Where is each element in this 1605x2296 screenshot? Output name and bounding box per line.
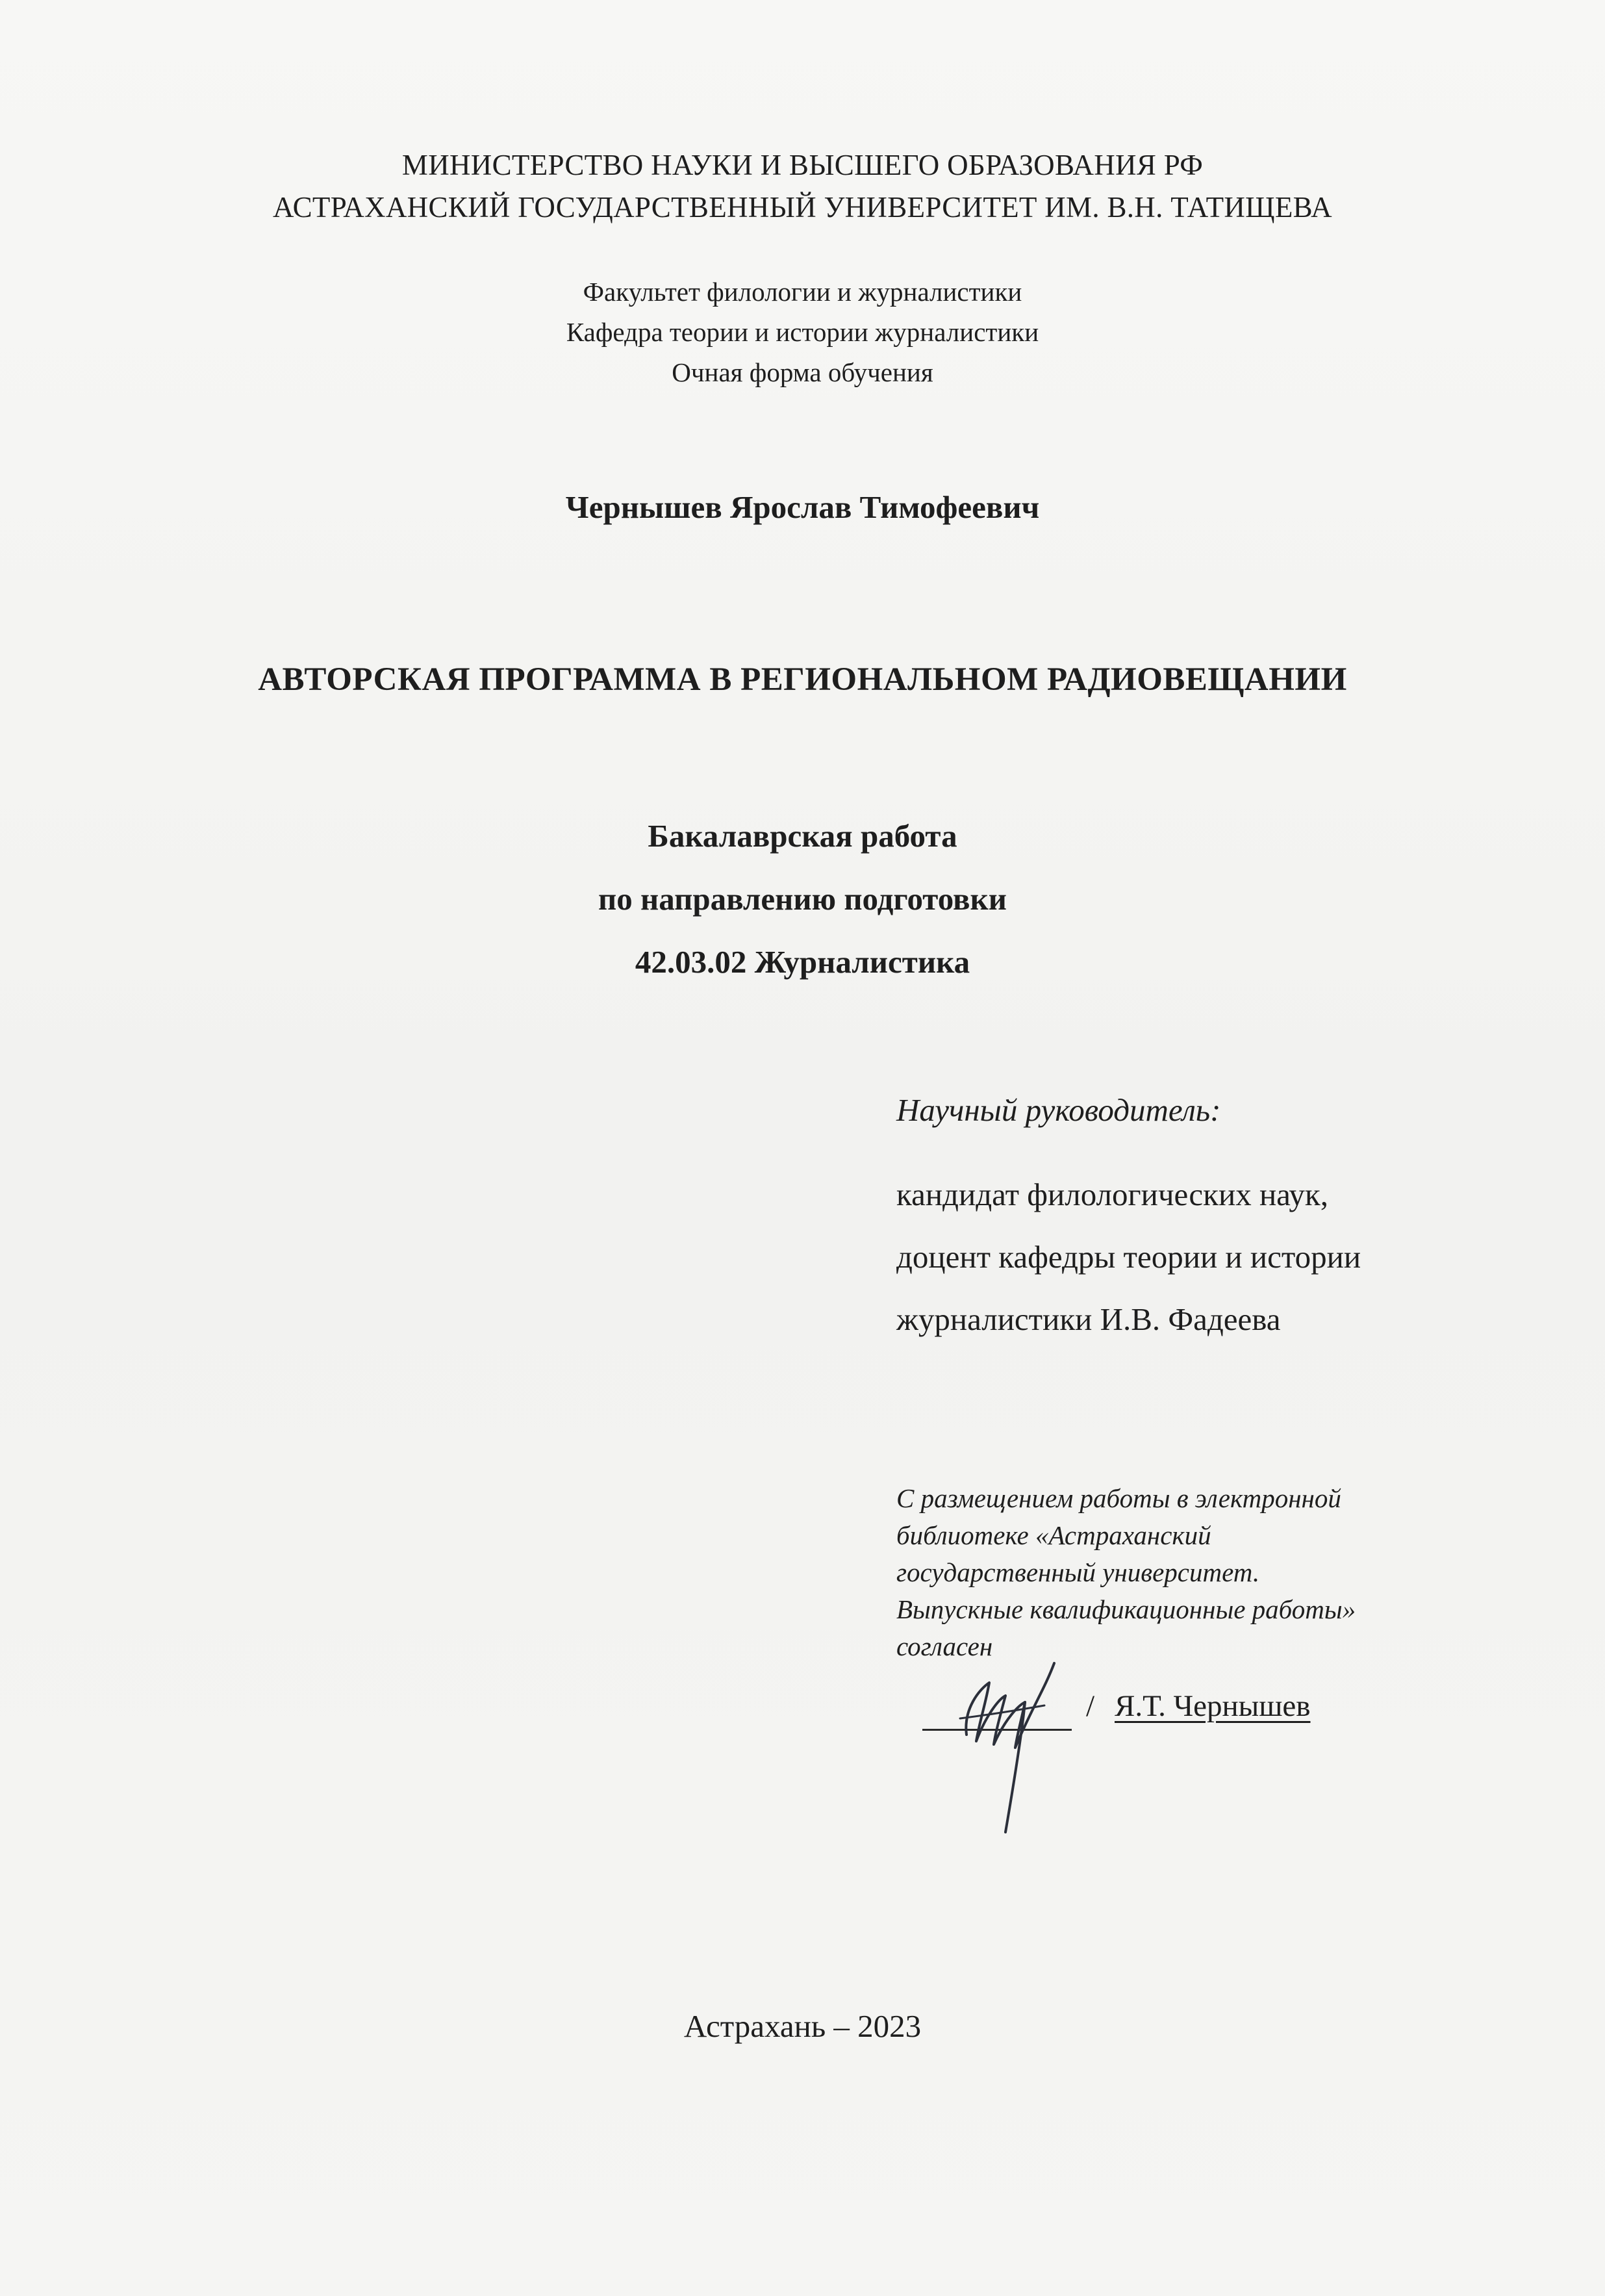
direction-code: 42.03.02 Журналистика — [635, 944, 970, 980]
handwritten-signature — [941, 1637, 1077, 1845]
consent-line-3: государственный университет. — [896, 1557, 1260, 1587]
direction-label: по направлению подготовки — [598, 881, 1007, 917]
consent-line-1: С размещением работы в электронной — [896, 1483, 1341, 1513]
study-form: Очная форма обучения — [672, 357, 933, 387]
consent-line-2: библиотеке «Астраханский — [896, 1520, 1211, 1550]
ministry-name: МИНИСТЕРСТВО НАУКИ И ВЫСШЕГО ОБРАЗОВАНИЯ РФ — [401, 149, 1204, 181]
supervisor-label: Научный руководитель: — [896, 1092, 1221, 1128]
signer-name: Я.Т. Чернышев — [1115, 1689, 1311, 1723]
signature-slash: / — [1086, 1689, 1095, 1723]
thesis-title: АВТОРСКАЯ ПРОГРАММА В РЕГИОНАЛЬНОМ РАДИОВЕЩАНИИ — [258, 661, 1347, 698]
supervisor-name: журналистики И.В. Фадеева — [896, 1301, 1281, 1337]
department-name: Кафедра теории и истории журналистики — [566, 317, 1039, 347]
work-type: Бакалаврская работа — [648, 818, 957, 854]
author-name: Чернышев Ярослав Тимофеевич — [565, 489, 1040, 525]
consent-line-4: Выпускные квалификационные работы» — [896, 1594, 1356, 1624]
university-name: АСТРАХАНСКИЙ ГОСУДАРСТВЕННЫЙ УНИВЕРСИТЕТ ИМ. В.Н. ТАТИЩЕВА — [273, 191, 1332, 223]
city-year: Астрахань – 2023 — [683, 2008, 922, 2044]
faculty-name: Факультет филологии и журналистики — [583, 277, 1022, 307]
consent-line-5: согласен — [896, 1631, 993, 1661]
supervisor-degree: кандидат филологических наук, — [896, 1177, 1328, 1212]
supervisor-position: доцент кафедры теории и истории — [896, 1239, 1361, 1275]
